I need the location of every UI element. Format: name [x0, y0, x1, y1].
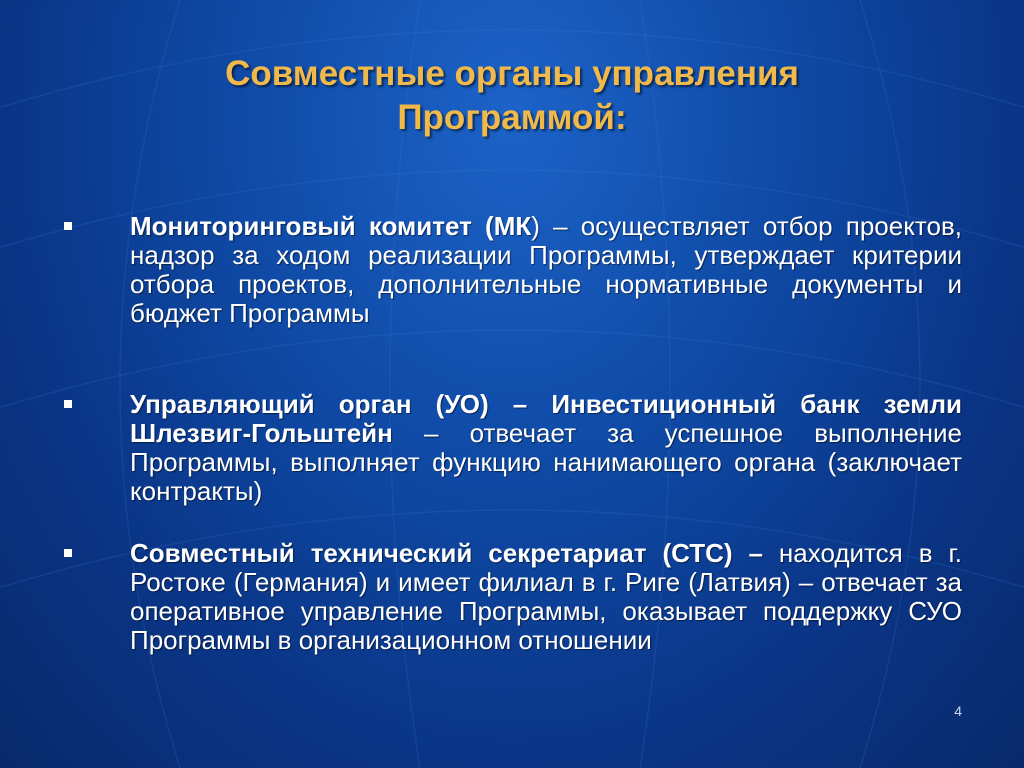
slide-title-line-1: Совместные органы управления	[225, 54, 799, 93]
bullet-bold-text: Совместный технический секретариат (СТС) –	[130, 538, 763, 568]
bullet-square-icon	[64, 222, 72, 230]
bullet-bold-text: Управляющий орган (УО) – Инвестиционный банк земли Шлезвиг-Гольштейн	[130, 389, 962, 448]
bullet-item-joint-technical-secretariat	[130, 539, 962, 655]
bullet-bold-text: Мониторинговый комитет (МК	[130, 211, 532, 241]
bullet-text: ) – осуществляет отбор проектов, надзор за ходом реализации Программы, утверждает критерии отбора проектов, дополнительные нормативные документы и бюджет Программы	[130, 211, 962, 328]
page-number: 4	[954, 703, 962, 719]
bullet-text: – отвечает за успешное выполнение Программы, выполняет функцию нанимающего органа (заключает контракты)	[130, 418, 962, 506]
bullet-text: находится в г. Ростоке (Германия) и имеет филиал в г. Риге (Латвия) – отвечает за оперативное управление Программы, оказывает поддержку СУО Программы в организационном отношении	[130, 538, 962, 655]
bullet-item-monitoring-committee	[130, 212, 962, 328]
slide-title	[0, 52, 1024, 140]
slide-title-line-2: Программой:	[397, 98, 627, 137]
bullet-item-managing-authority	[130, 390, 962, 506]
bullet-square-icon	[64, 549, 72, 557]
bullet-square-icon	[64, 400, 72, 408]
